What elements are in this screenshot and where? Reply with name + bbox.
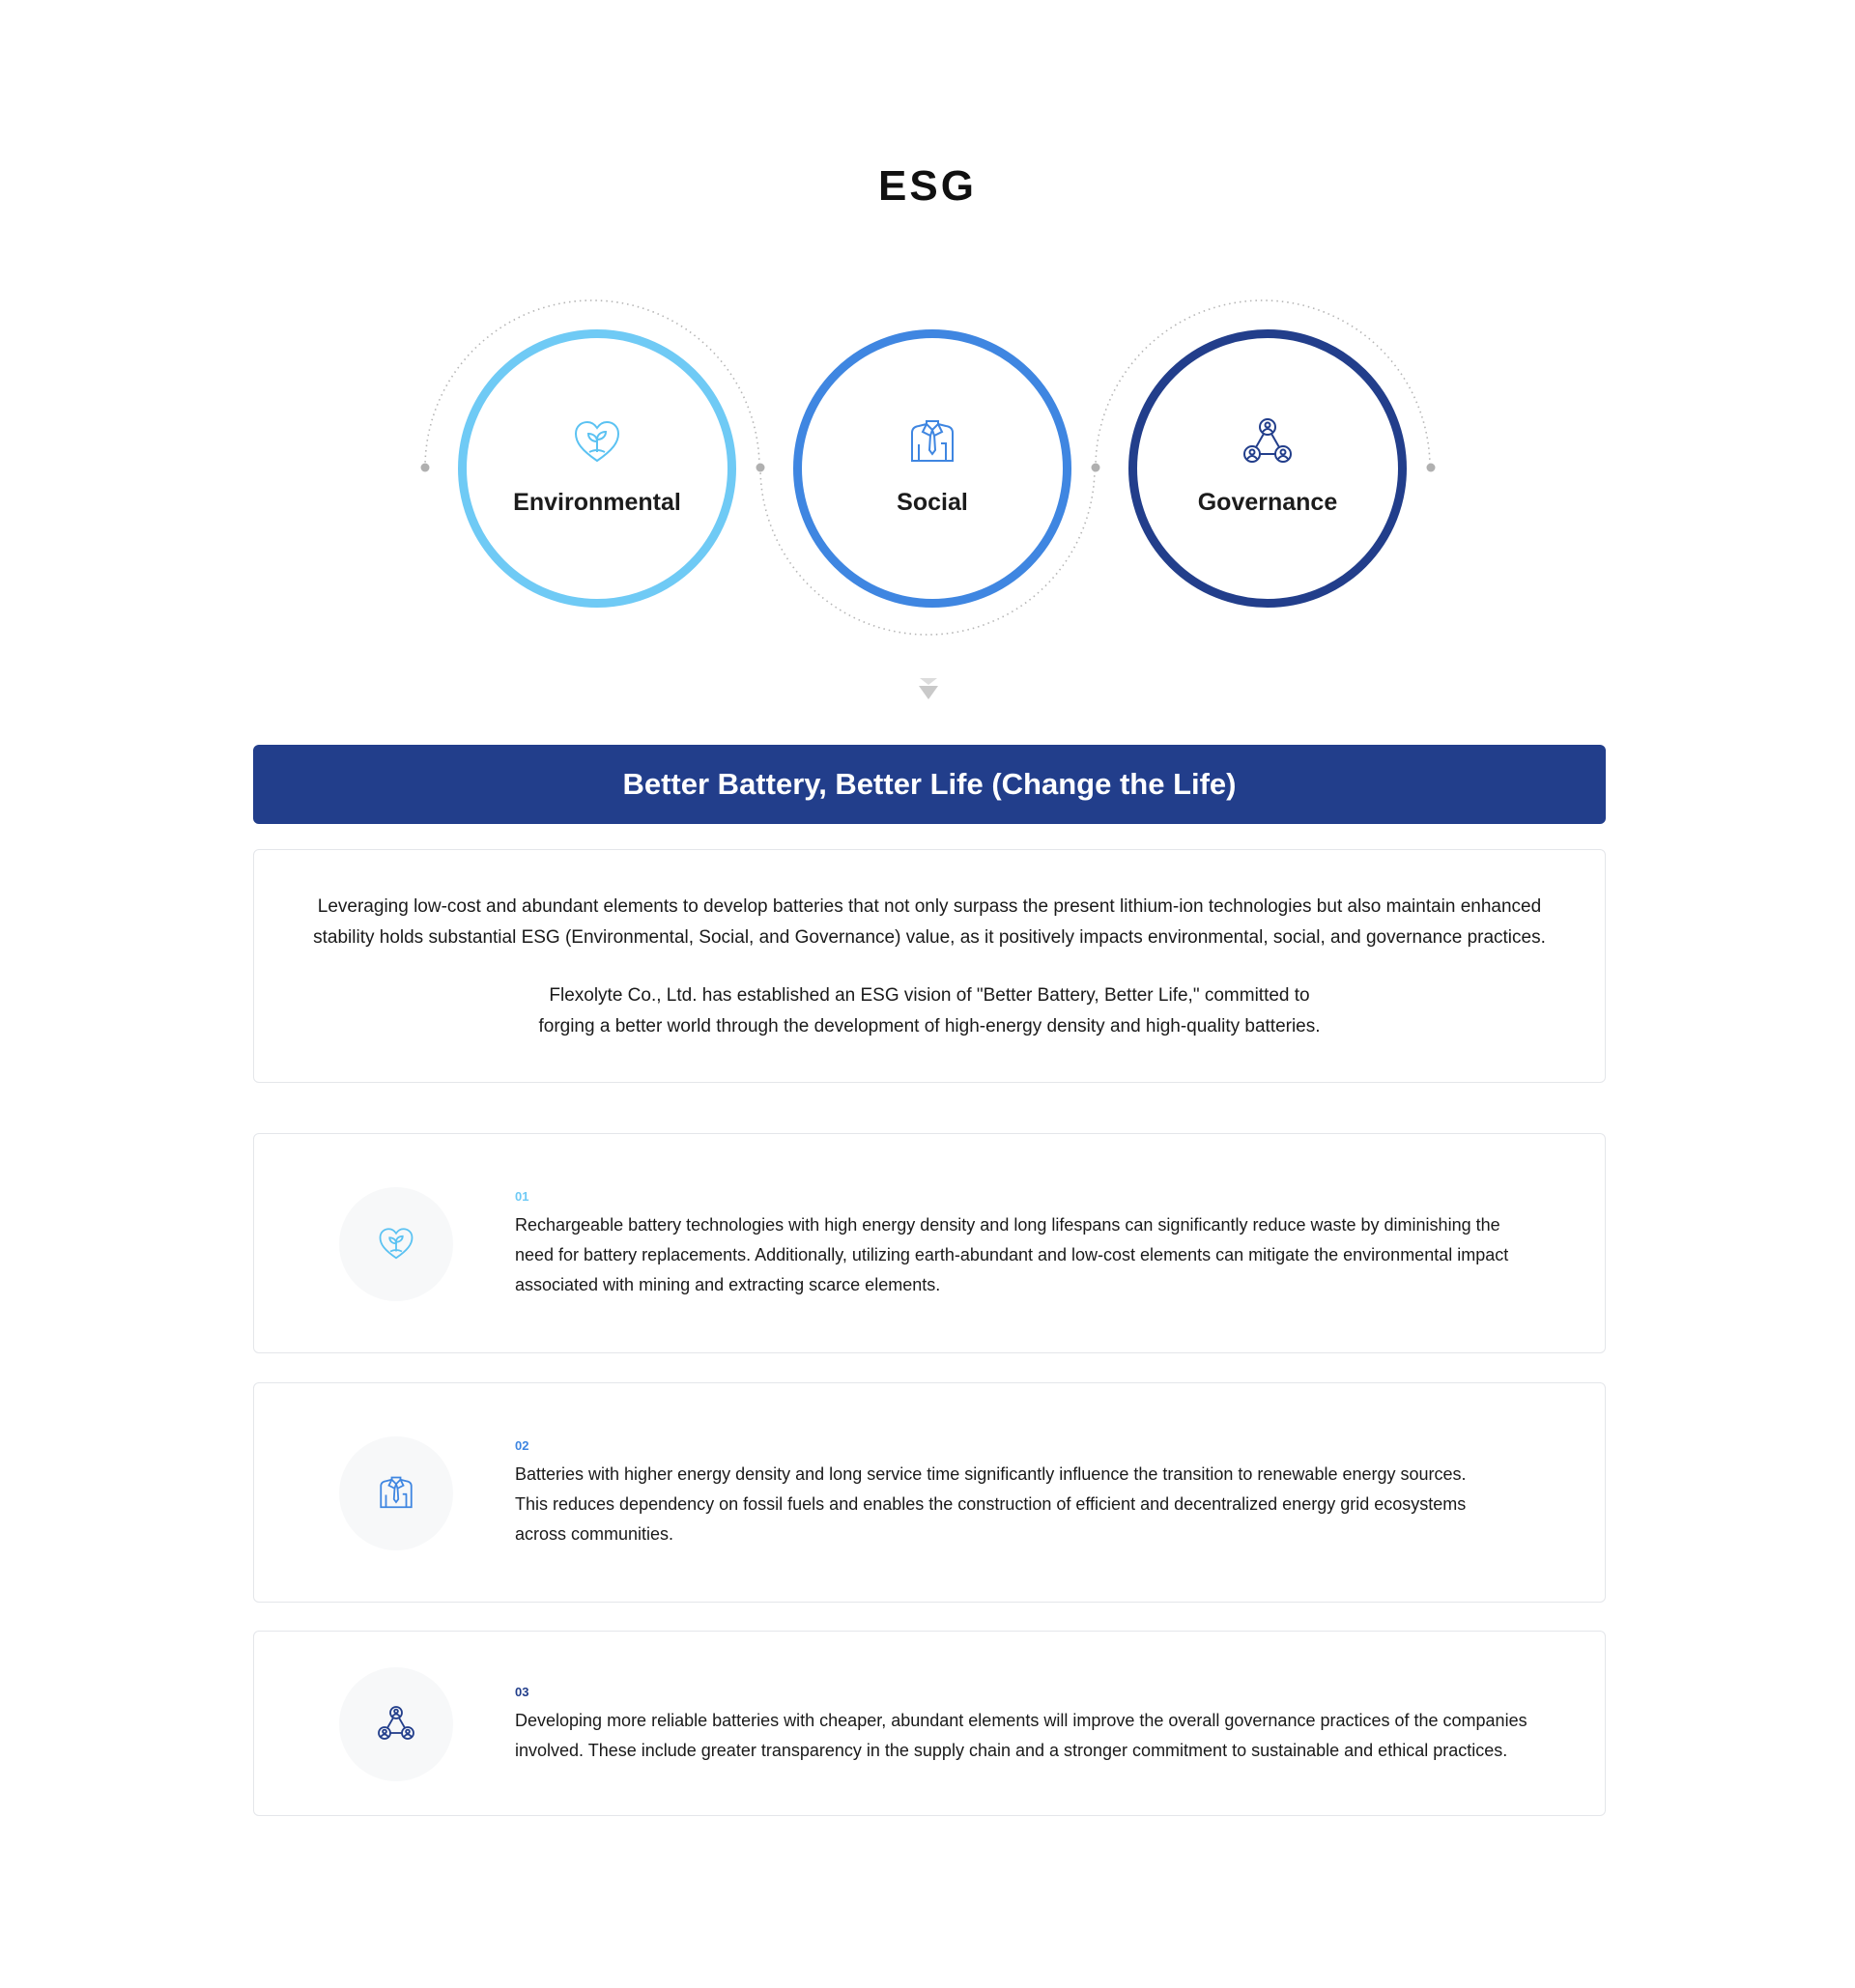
item-icon-circle <box>339 1187 453 1301</box>
item-description <box>515 1706 1549 1766</box>
item-icon-circle <box>339 1667 453 1781</box>
text-line: across communities. <box>515 1524 674 1544</box>
text-line: Flexolyte Co., Ltd. has established an ESG vision of "Better Battery, Better Life," committed to <box>549 985 1310 1006</box>
pillar-environmental <box>458 329 736 608</box>
esg-pillars <box>0 0 1855 676</box>
item-icon-circle <box>339 1436 453 1550</box>
people-network-icon <box>1241 415 1295 469</box>
text-line: stability holds substantial ESG (Environmental, Social, and Governance) value, as it positively impacts environmental, social, and governance practices. <box>313 927 1546 948</box>
pillar-label: Governance <box>1197 488 1338 516</box>
arrow-down-icon <box>918 676 939 701</box>
shirt-tie-icon <box>905 415 959 469</box>
text-line: Batteries with higher energy density and long service time significantly influence the transition to renewable energy sources. <box>515 1464 1467 1484</box>
esg-item-card <box>253 1133 1606 1353</box>
esg-item-card <box>253 1631 1606 1816</box>
people-network-icon <box>376 1704 416 1745</box>
shirt-tie-icon <box>376 1473 416 1514</box>
text-line: Leveraging low-cost and abundant elements to develop batteries that not only surpass the present lithium-ion technologies but also maintain enhanced <box>317 896 1542 917</box>
text-line: associated with mining and extracting scarce elements. <box>515 1275 941 1294</box>
vision-description <box>253 849 1606 1083</box>
arc-dot <box>1092 464 1100 472</box>
item-number: 02 <box>515 1438 529 1453</box>
arc-dot <box>1427 464 1436 472</box>
item-description <box>515 1460 1549 1549</box>
heart-sprout-icon <box>570 415 624 469</box>
esg-item-card <box>253 1382 1606 1603</box>
arc-dot <box>421 464 430 472</box>
vision-banner: Better Battery, Better Life (Change the Life) <box>253 745 1606 824</box>
text-line: forging a better world through the development of high-energy density and high-quality batteries. <box>538 1016 1321 1037</box>
pillar-governance <box>1128 329 1407 608</box>
pillar-social <box>793 329 1071 608</box>
vision-paragraph-1 <box>293 892 1566 953</box>
vision-paragraph-2 <box>293 980 1566 1042</box>
page-title: ESG <box>878 162 977 210</box>
text-line: This reduces dependency on fossil fuels and enables the construction of efficient and decentralized energy grid ecosystems <box>515 1494 1467 1514</box>
item-number: 01 <box>515 1189 529 1204</box>
text-line: Developing more reliable batteries with cheaper, abundant elements will improve the overall governance practices of the companies <box>515 1711 1527 1730</box>
pillar-label: Social <box>897 488 968 516</box>
text-line: involved. These include greater transparency in the supply chain and a stronger commitment to sustainable and ethical practices. <box>515 1741 1508 1760</box>
pillar-label: Environmental <box>513 488 681 516</box>
item-description <box>515 1210 1549 1300</box>
text-line: Rechargeable battery technologies with high energy density and long lifespans can significantly reduce waste by diminishing the <box>515 1215 1500 1235</box>
heart-sprout-icon <box>376 1224 416 1264</box>
arc-dot <box>756 464 765 472</box>
item-number: 03 <box>515 1685 529 1699</box>
text-line: need for battery replacements. Additionally, utilizing earth-abundant and low-cost elements can mitigate the environmental impact <box>515 1245 1509 1264</box>
